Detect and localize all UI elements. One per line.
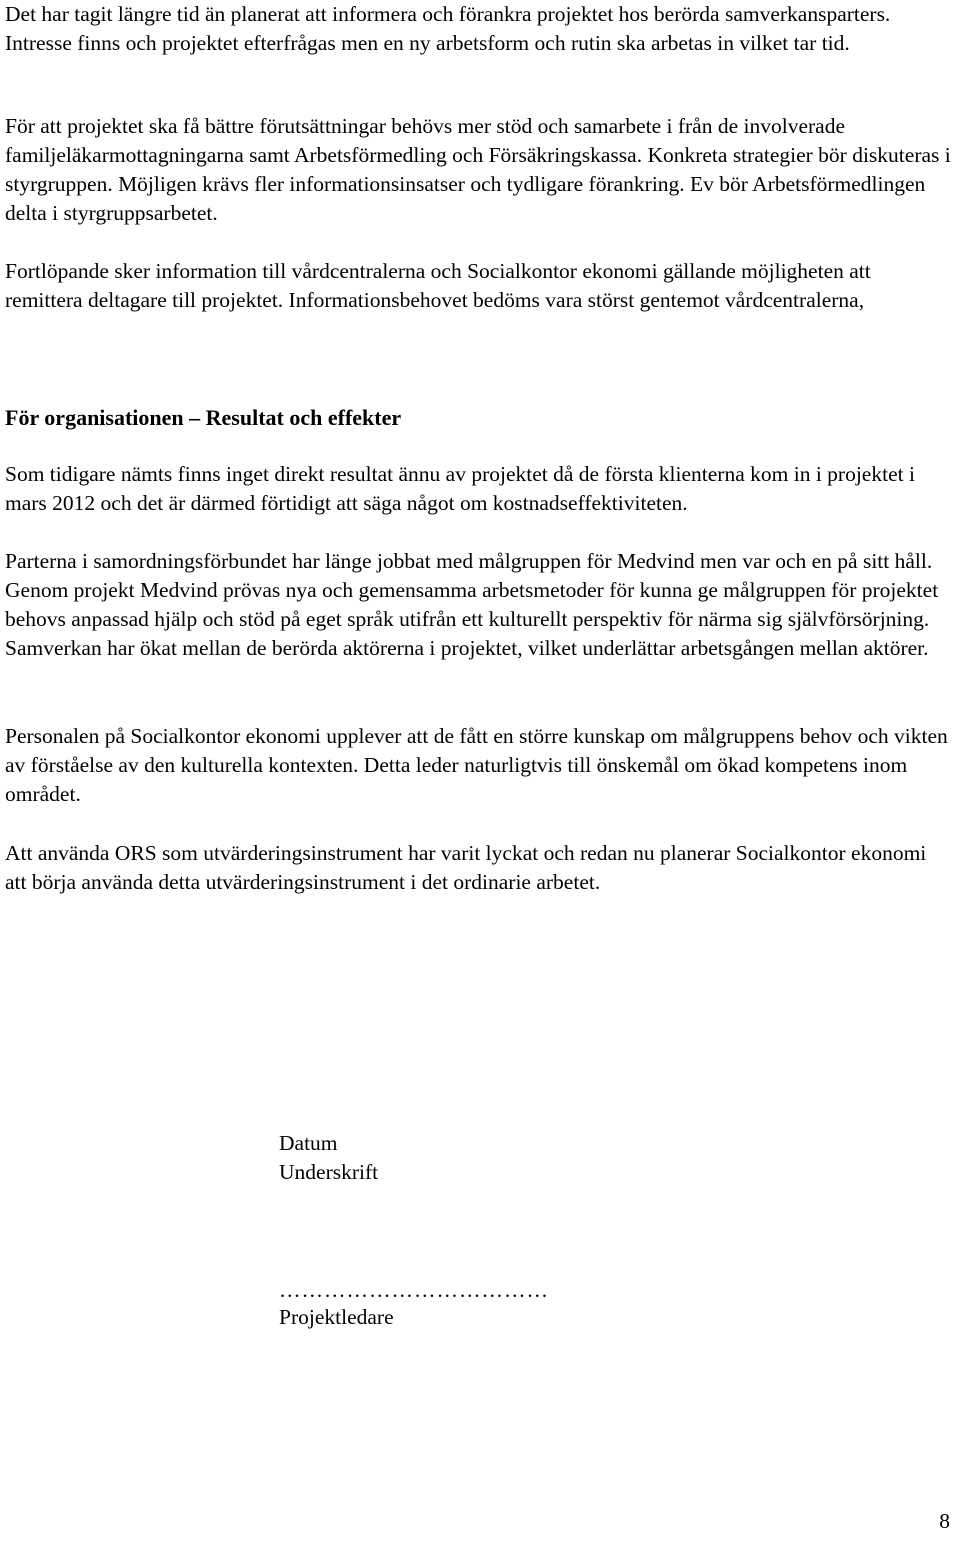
paragraph-support-needs: För att projektet ska få bättre förutsättningar behövs mer stöd och samarbete i från de involverade familjeläkarmottagningarna samt Arbetsförmedling och Försäkringskassa. Konkreta strategier bör diskuteras i styrgruppen. Möjligen krävs fler informationsinsatser och tydligare förankring. Ev bör Arbetsförmedlingen delta i styrgruppsarbetet. [5,114,951,225]
signature-block [279,1129,378,1187]
paragraph-implementation-delay: Det har tagit längre tid än planerat att informera och förankra projektet hos berörda samverkansparters. Intresse finns och projektet efterfrågas men en ny arbetsform och rutin ska arbetas in vilket tar tid. [5,2,891,55]
paragraph-information: Fortlöpande sker information till vårdcentralerna och Socialkontor ekonomi gällande möjligheten att remittera deltagare till projektet. Informationsbehovet bedöms vara störst gentemot vårdcentralerna, [5,259,871,312]
paragraph-results: Som tidigare nämts finns inget direkt resultat ännu av projektet då de första klienterna kom in i projektet i mars 2012 och det är därmed förtidigt att säga något om kostnadseffektiviteten. [5,462,915,515]
paragraph-staff-knowledge: Personalen på Socialkontor ekonomi upplever att de fått en större kunskap om målgruppens behov och vikten av förståelse av den kulturella kontexten. Detta leder naturligtvis till önskemål om ökad kompetens inom området. [5,724,948,806]
date-label: Datum [279,1131,338,1155]
signature-role: Projektledare [279,1305,394,1329]
section-heading: För organisationen – Resultat och effekter [5,405,402,430]
paragraph-cooperation: Parterna i samordningsförbundet har länge jobbat med målgruppen för Medvind men var och en på sitt håll. Genom projekt Medvind prövas nya och gemensamma arbetsmetoder för kunna ge målgruppen för projektet behovs anpassad hjälp och stöd på eget språk utifrån ett kulturellt perspektiv för närma sig självförsörjning. Samverkan har ökat mellan de berörda aktörerna i projektet, vilket underlättar arbetsgången mellan aktörer. [5,549,939,660]
signature-label: Underskrift [279,1160,379,1184]
page-number: 8 [939,1509,950,1533]
paragraph-ors-evaluation: Att använda ORS som utvärderingsinstrument har varit lyckat och redan nu planerar Socialkontor ekonomi att börja använda detta utvärderingsinstrument i det ordinarie arbetet. [5,841,927,894]
signature-line: ……………………………… [279,1278,549,1302]
